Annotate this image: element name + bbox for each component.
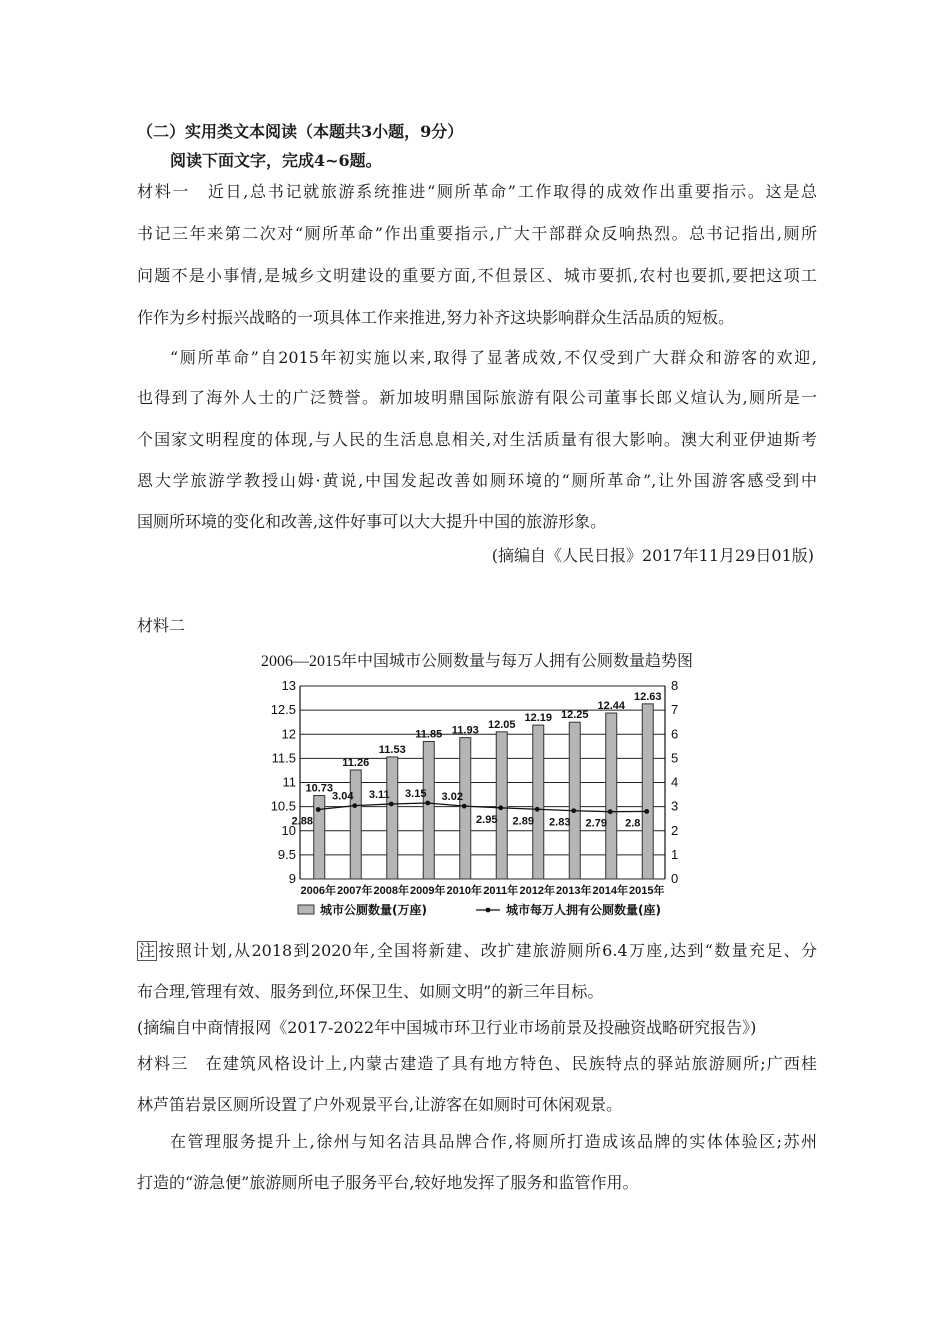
legend-line-marker [486,908,491,913]
material2-source: (摘编自中商情报网《2017-2022年中国城市环卫行业市场前景及投融资战略研究报告》) [137,1018,757,1037]
line-label: 3.02 [441,791,463,804]
line-label: 2.88 [291,815,313,828]
material1-line: 作作为乡村振兴战略的一项具体工作来推进,努力补齐这块影响群众生活品质的短板。 [137,308,735,327]
bar [606,713,617,879]
note-line: 布合理,管理有效、服务到位,环保卫生、如厕文明”的新三年目标。 [137,982,604,1001]
right-tick-label: 3 [671,798,679,814]
bar [496,732,507,879]
category-label: 2006年 [300,885,336,897]
bar-label: 12.05 [487,718,516,731]
category-label: 2014年 [592,885,628,897]
bar [533,725,544,879]
material3-line: 材料三 在建筑风格设计上,内蒙古建造了具有地方特色、民族特点的驿站旅游厕所;广西桂 [137,1054,817,1073]
material1-line: 个国家文明程度的体现,与人民的生活息息相关,对生活质量有很大影响。澳大利亚伊迪斯考 [137,430,817,449]
line-label: 3.15 [405,788,427,801]
left-tick-label: 10.5 [270,798,296,814]
legend-line-label: 城市每万人拥有公厕数量(座) [506,903,661,917]
bar-label: 10.73 [305,782,334,795]
material1-line: “厕所革命”自2015年初实施以来,取得了显著成效,不仅受到广大群众和游客的欢迎, [170,348,817,367]
left-tick-label: 12.5 [270,702,296,718]
category-label: 2015年 [629,885,665,897]
bar-label: 12.19 [524,712,553,725]
material3-line: 打造的“游急便”旅游厕所电子服务平台,较好地发挥了服务和监管作用。 [137,1173,639,1192]
section-instruction: 阅读下面文字，完成4~6题。 [170,151,382,170]
section-heading: （二）实用类文本阅读（本题共3小题，9分） [137,122,464,141]
left-tick-label: 11.5 [271,750,296,766]
legend-bar-swatch [298,905,314,914]
series-line [318,803,647,812]
category-label: 2011年 [483,885,519,897]
right-tick-label: 0 [671,871,679,886]
bar-label: 11.53 [378,743,406,756]
right-tick-label: 6 [671,726,679,742]
material1-line: 材料一 近日,总书记就旅游系统推进“厕所革命”工作取得的成效作出重要指示。这是总 [137,182,817,201]
line-point [571,808,576,813]
material3-line: 林芦笛岩景区厕所设置了户外观景平台,让游客在如厕时可休闲观景。 [137,1095,623,1114]
legend-bar-label: 城市公厕数量(万座) [320,903,427,917]
bar [642,704,653,879]
bar [423,741,434,879]
category-label: 2009年 [410,885,446,897]
bar [387,757,398,879]
line-label: 2.8 [625,817,641,830]
line-point [316,807,321,812]
left-tick-label: 12 [281,726,296,742]
bar-label: 12.44 [597,700,626,713]
line-label: 2.89 [512,815,534,828]
line-point [535,807,540,812]
line-point [352,803,357,808]
category-label: 2010年 [446,885,482,897]
material1-line: 国厕所环境的变化和改善,这件好事可以大大提升中国的旅游形象。 [137,512,607,531]
category-label: 2013年 [556,885,592,897]
left-tick-label: 9.5 [277,846,296,862]
line-point [389,802,394,807]
material2-label: 材料二 [137,616,186,635]
right-tick-label: 1 [671,846,679,862]
material3-line: 在管理服务提升上,徐州与知名洁具品牌合作,将厕所打造成该品牌的实体体验区;苏州 [170,1132,817,1151]
line-label: 2.83 [549,816,571,829]
left-tick-label: 11 [282,774,296,790]
left-tick-label: 9 [288,871,296,886]
line-label: 3.04 [332,790,354,803]
material1-line: 也得到了海外人士的广泛赞誉。新加坡明鼎国际旅游有限公司董事长郎义煊认为,厕所是一 [137,388,817,407]
line-label: 2.79 [585,817,607,830]
line-point [608,809,613,814]
line-label: 2.95 [476,813,498,826]
chart-title: 2006—2015年中国城市公厕数量与每万人拥有公厕数量趋势图 [260,653,693,670]
line-point [425,801,430,806]
category-label: 2007年 [337,885,373,897]
bar-label: 12.63 [633,690,662,703]
right-tick-label: 5 [671,750,679,766]
line-point [462,804,467,809]
right-tick-label: 8 [671,678,679,693]
material1-line: 恩大学旅游学教授山姆·黄说,中国发起改善如厕环境的“厕所革命”,让外国游客感受到中 [137,471,817,490]
note-text: 按照计划,从2018到2020年,全国将新建、改扩建旅游厕所6.4万座,达到“数量充足、分 [157,941,817,960]
bar-label: 11.26 [342,756,370,769]
note-line [137,939,817,963]
note-mark: 注 [139,941,156,960]
bar [569,722,580,879]
bar [350,770,361,879]
line-label: 3.11 [368,788,390,801]
material1-source: (摘编自《人民日报》2017年11月29日01版) [491,546,814,565]
bar-label: 12.25 [560,709,589,722]
bar-label: 11.93 [451,724,479,737]
right-tick-label: 2 [671,822,679,838]
category-label: 2012年 [519,885,555,897]
right-tick-label: 7 [671,702,679,718]
right-tick-label: 4 [671,774,679,790]
left-tick-label: 13 [281,678,296,693]
left-tick-label: 10 [281,822,296,838]
material1-line: 书记三年来第二次对“厕所革命”作出重要指示,广大干部群众反响热烈。总书记指出,厕所 [137,224,817,243]
material1-line: 问题不是小事情,是城乡文明建设的重要方面,不但景区、城市要抓,农村也要抓,要把这项工 [137,266,817,285]
line-point [644,809,649,814]
line-point [498,805,503,810]
category-label: 2008年 [373,885,409,897]
bar-label: 11.85 [415,728,443,741]
